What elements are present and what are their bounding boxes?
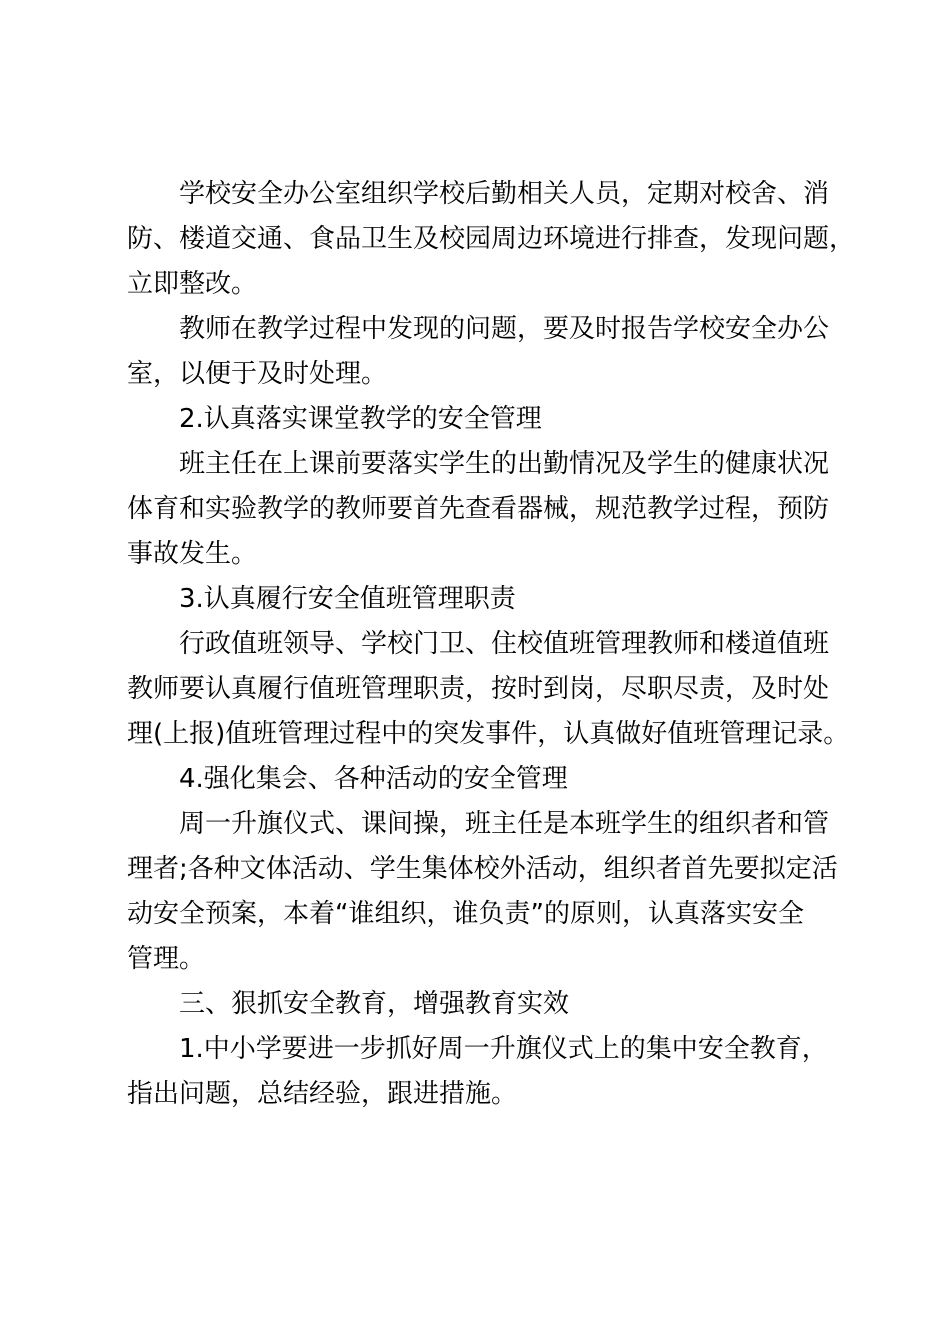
section-heading-assembly — [127, 757, 855, 802]
document-page — [127, 172, 855, 1117]
text-line: 理(上报)值班管理过程中的突发事件，认真做好值班管理记录。 — [127, 719, 850, 749]
text-line: 周一升旗仪式、课间操，班主任是本班学生的组织者和管 — [179, 809, 830, 839]
text-line: 动安全预案，本着“谁组织，谁负责”的原则，认真落实安全 — [127, 899, 804, 929]
text-line: 教师在教学过程中发现的问题，要及时报告学校安全办公 — [179, 314, 830, 344]
paragraph-inspection — [127, 172, 855, 307]
paragraph-duty — [127, 622, 855, 757]
text-line: 事故发生。 — [127, 539, 258, 569]
heading-text: 2.认真落实课堂教学的安全管理 — [179, 404, 542, 434]
heading-text: 3.认真履行安全值班管理职责 — [179, 584, 516, 614]
text-line: 管理。 — [127, 944, 206, 974]
paragraph-teacher-report — [127, 307, 855, 397]
section-heading-education — [127, 982, 855, 1027]
paragraph-flag-ceremony — [127, 1027, 855, 1117]
text-line: 立即整改。 — [127, 269, 258, 299]
heading-text: 4.强化集会、各种活动的安全管理 — [179, 764, 568, 794]
heading-text: 三、狠抓安全教育，增强教育实效 — [179, 989, 570, 1019]
text-line: 体育和实验教学的教师要首先查看器械，规范教学过程，预防 — [127, 494, 830, 524]
text-line: 理者;各种文体活动、学生集体校外活动，组织者首先要拟定活 — [127, 854, 838, 884]
section-heading-duty — [127, 577, 855, 622]
paragraph-classroom — [127, 442, 855, 577]
section-heading-classroom-safety — [127, 397, 855, 442]
paragraph-assembly — [127, 802, 855, 982]
text-line: 指出问题，总结经验，跟进措施。 — [127, 1079, 518, 1109]
text-line: 学校安全办公室组织学校后勤相关人员，定期对校舍、消 — [179, 179, 830, 209]
text-line: 1.中小学要进一步抓好周一升旗仪式上的集中安全教育， — [179, 1034, 828, 1064]
text-line: 班主任在上课前要落实学生的出勤情况及学生的健康状况 — [179, 449, 830, 479]
text-line: 行政值班领导、学校门卫、住校值班管理教师和楼道值班 — [179, 629, 830, 659]
text-line: 防、楼道交通、食品卫生及校园周边环境进行排查，发现问题， — [127, 224, 856, 254]
text-line: 室，以便于及时处理。 — [127, 359, 388, 389]
text-line: 教师要认真履行值班管理职责，按时到岗，尽职尽责，及时处 — [127, 674, 830, 704]
